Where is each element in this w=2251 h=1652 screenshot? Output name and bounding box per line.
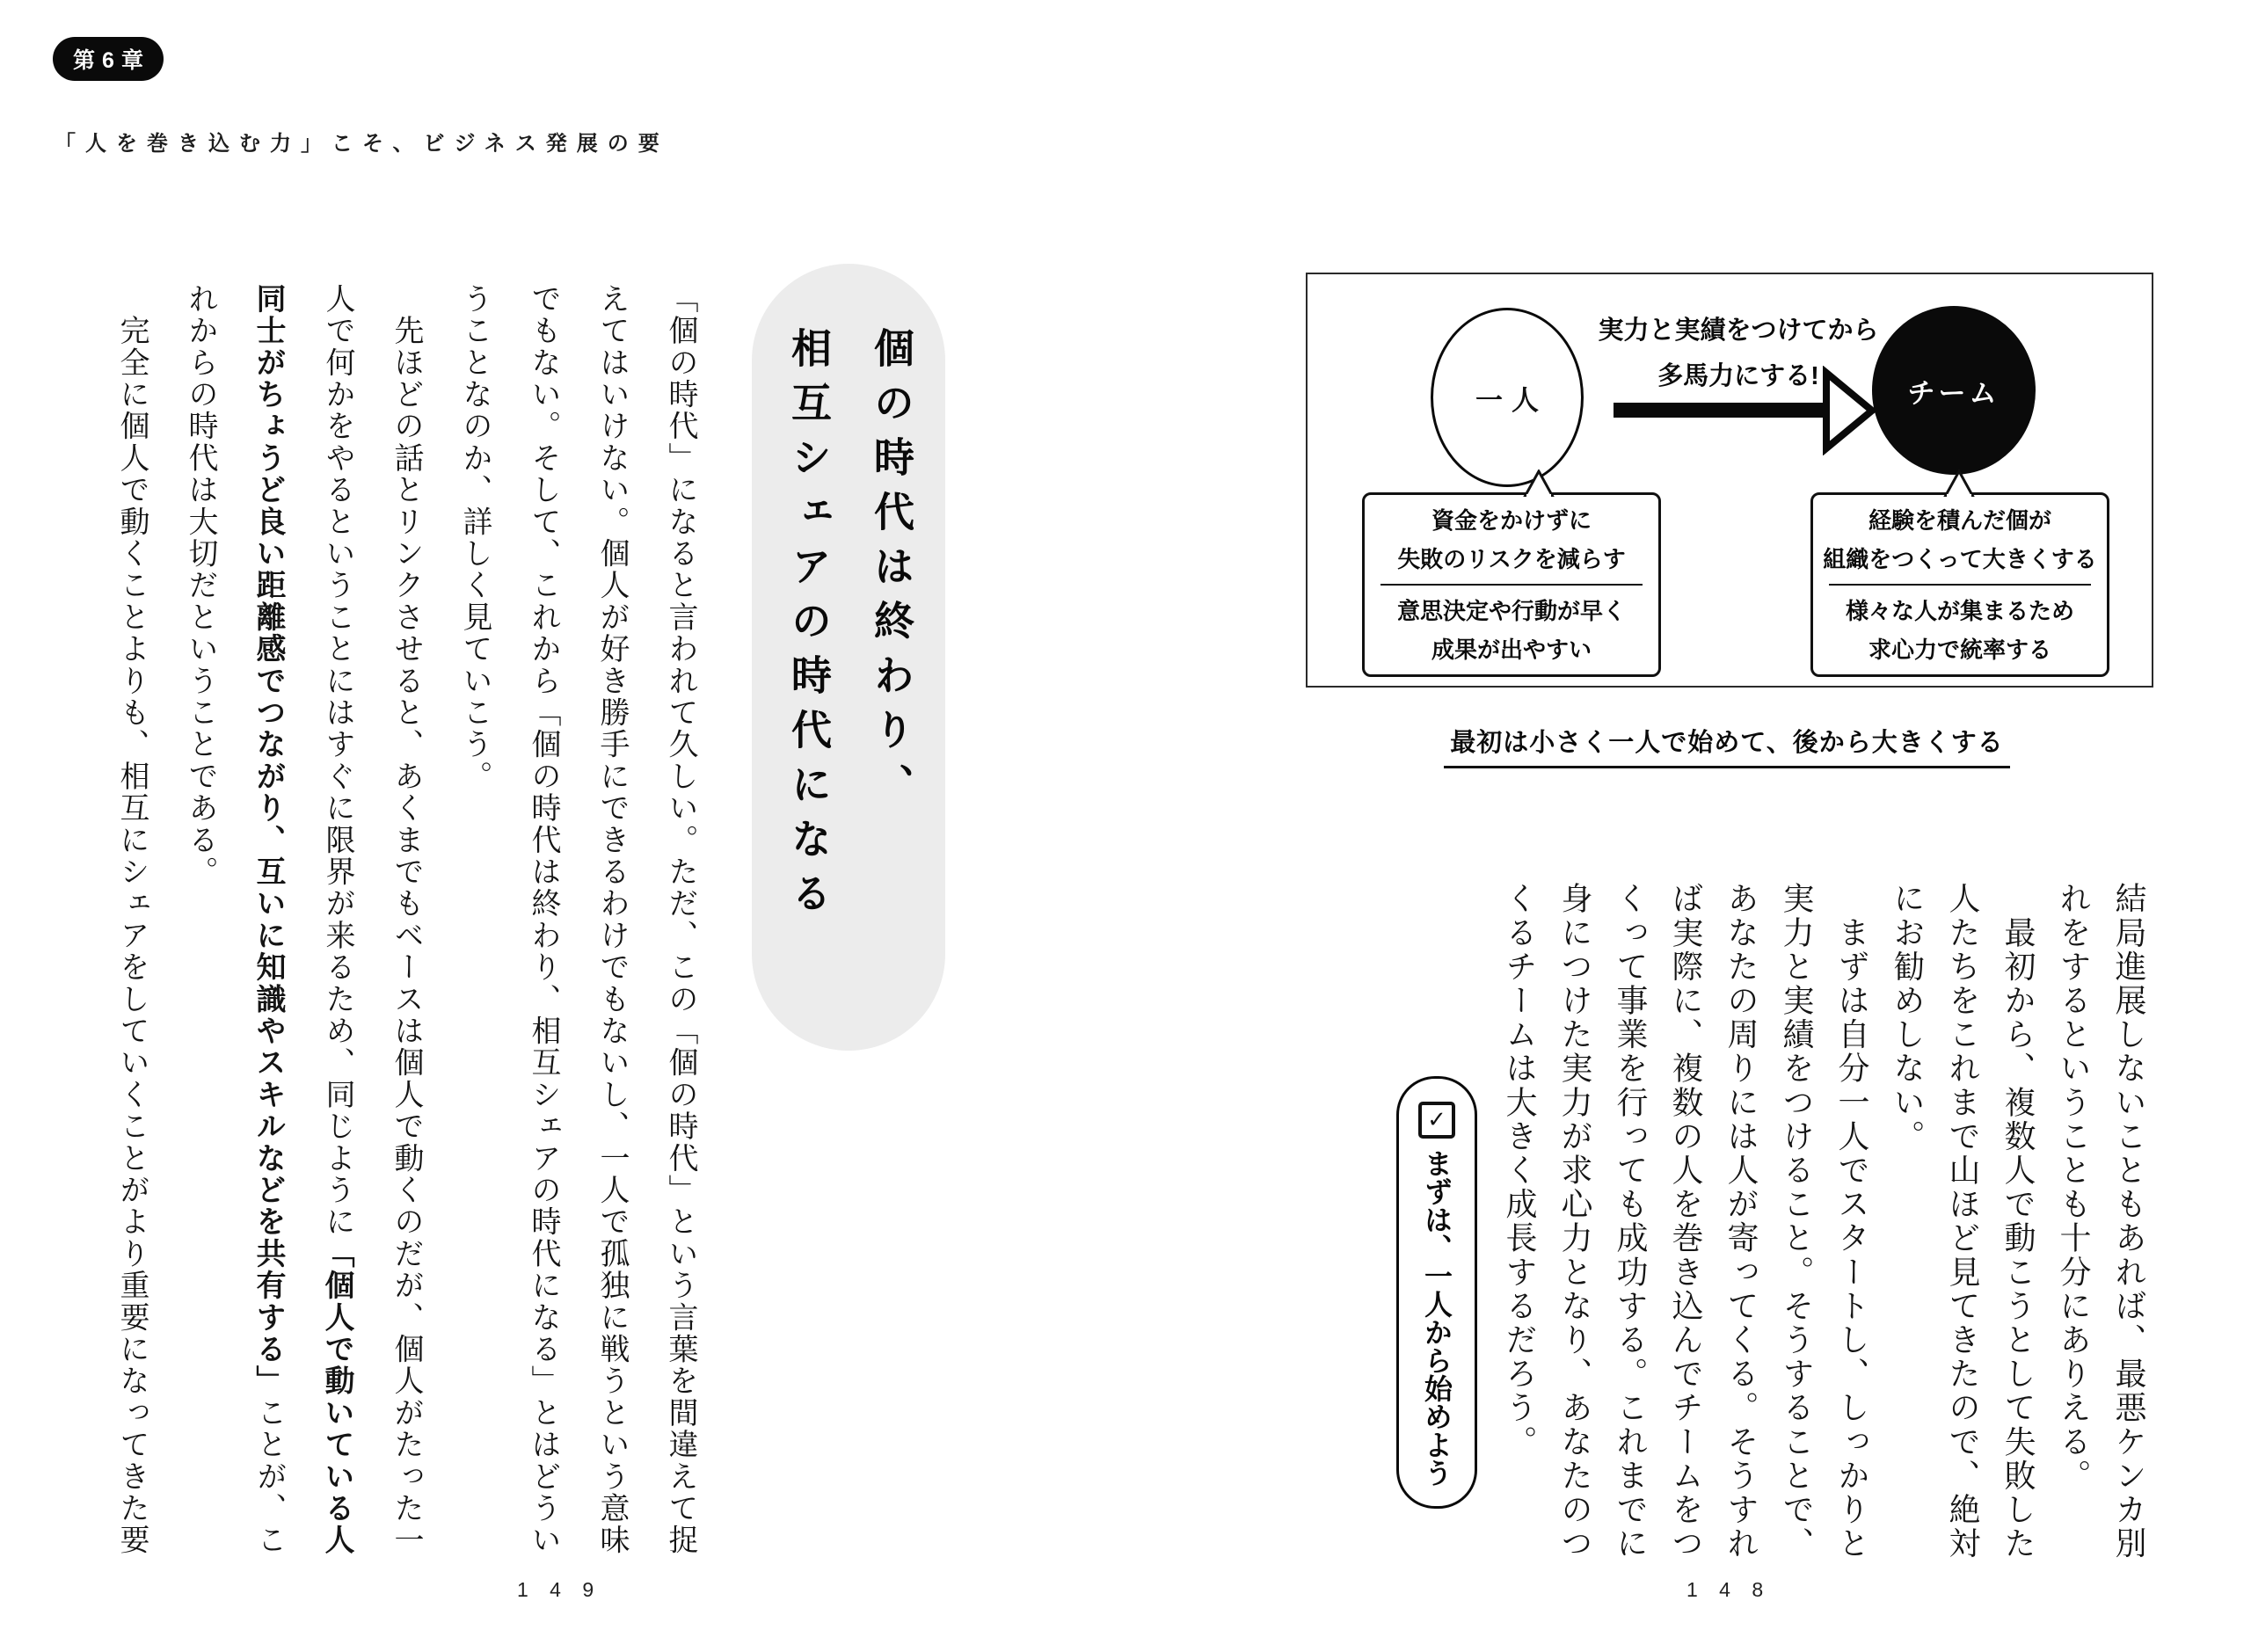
arrow-head-icon <box>1822 366 1876 455</box>
paragraph <box>165 283 440 1570</box>
arrow-label-line1: 実力と実績をつけてから <box>1598 317 1879 345</box>
team-callout-top <box>1813 501 2107 579</box>
team-callout-bottom-line1: 様々な人が集まるため <box>1845 597 2074 624</box>
solo-callout-bottom-line2: 成果が出やすい <box>1431 636 1592 663</box>
diagram-caption: 最初は小さく一人で始めて、後から大きくする <box>1444 723 2010 768</box>
solo-callout-bottom <box>1365 592 1658 669</box>
paragraph: 最初から、複数人で動こうとして失敗した人たちをこれまで山ほど見てきたので、絶対にお勧めしない。 <box>1890 882 2036 1561</box>
team-callout-bottom-line2: 求心力で統率する <box>1868 636 2051 663</box>
team-node-circle <box>1872 306 2036 475</box>
emphasized-text: 「個人で動いている人同士がちょうど良い距離感でつながり、互いに知識やスキルなどを共有する」 <box>251 283 353 1556</box>
team-callout-bottom <box>1813 592 2107 669</box>
page-number-149: 1 4 9 <box>517 1578 602 1601</box>
solo-callout-bottom-line1: 意思決定や行動が早く <box>1396 597 1626 624</box>
checkpoint-capsule <box>1396 1076 1477 1509</box>
page-148-body <box>1486 882 2156 1568</box>
callout-divider <box>1380 584 1643 586</box>
arrow-shaft <box>1614 403 1828 418</box>
solo-to-team-diagram <box>1306 273 2153 688</box>
section-heading-capsule <box>752 264 945 1051</box>
solo-callout-top-line1: 資金をかけずに <box>1431 506 1592 534</box>
solo-node-circle <box>1431 308 1584 487</box>
solo-node-label: 一人 <box>1475 384 1548 416</box>
checkbox-icon <box>1418 1102 1455 1139</box>
heading-line2: 相互シェアの時代になる <box>786 327 832 927</box>
solo-callout-top-line2: 失敗のリスクを減らす <box>1397 545 1626 572</box>
paragraph: 結局進展しないこともあれば、最悪ケンカ別れをするということも十分にありえる。 <box>2056 882 2146 1561</box>
arrow-label-line2: 多馬力にする! <box>1657 362 1819 390</box>
callout-pointer-icon <box>1943 469 1975 497</box>
checkpoint-label: まずは、一人から始めよう <box>1421 1149 1453 1487</box>
paragraph: 「個の時代」になると言われて久しい。ただ、この「個の時代」という言葉を間違えて捉えてはいけない。個人が好き勝手にできるわけでもないし、一人で孤独に戦うという意味でもない。そして、これから「個の時代は終わり、相互シェアの時代になる」とはどういうことなのか、詳しく見ていこう。 <box>458 283 696 1556</box>
paragraph-text: 先ほどの話とリンクさせると、あくまでもベースは個人で動くのだが、個人がたった一人で何かをやるということにはすぐに限界が来るため、同じように <box>321 283 422 1556</box>
team-callout-top-line2: 組織をつくって大きくする <box>1823 545 2097 572</box>
team-callout-box <box>1810 492 2109 677</box>
page-number-148: 1 4 8 <box>1686 1578 1772 1601</box>
paragraph: まずは自分一人でスタートし、しっかりと実力と実績をつけること。そうすることで、あなたの周りには人が寄ってくる。そうすれば実際に、複数の人を巻き込んでチームをつくって事業を行っても成功する。これまでに身につけた実力が求心力となり、あなたのつくるチームは大きく成長するだろう。 <box>1502 882 1869 1561</box>
callout-divider <box>1829 584 2091 586</box>
heading-line1: 個の時代は終わり、 <box>869 327 914 818</box>
team-callout-top-line1: 経験を積んだ個が <box>1868 506 2051 534</box>
chapter-badge-label: 第6章 <box>73 48 150 73</box>
paragraph: 完全に個人で動くことよりも、相互にシェアをしていくことがより重要になってきた要 <box>115 283 148 1556</box>
paragraph-text: ことが、これからの時代は大切だということである。 <box>184 283 285 1556</box>
solo-callout-box <box>1362 492 1661 677</box>
chapter-subtitle: 「人を巻き込む力」こそ、ビジネス発展の要 <box>55 132 669 156</box>
callout-pointer-icon <box>1523 469 1555 497</box>
team-node-label: チーム <box>1907 377 2000 409</box>
check-mark: ✓ <box>1427 1107 1446 1133</box>
chapter-badge <box>53 37 164 81</box>
page-149-body <box>97 283 714 1570</box>
solo-callout-top <box>1365 501 1658 579</box>
